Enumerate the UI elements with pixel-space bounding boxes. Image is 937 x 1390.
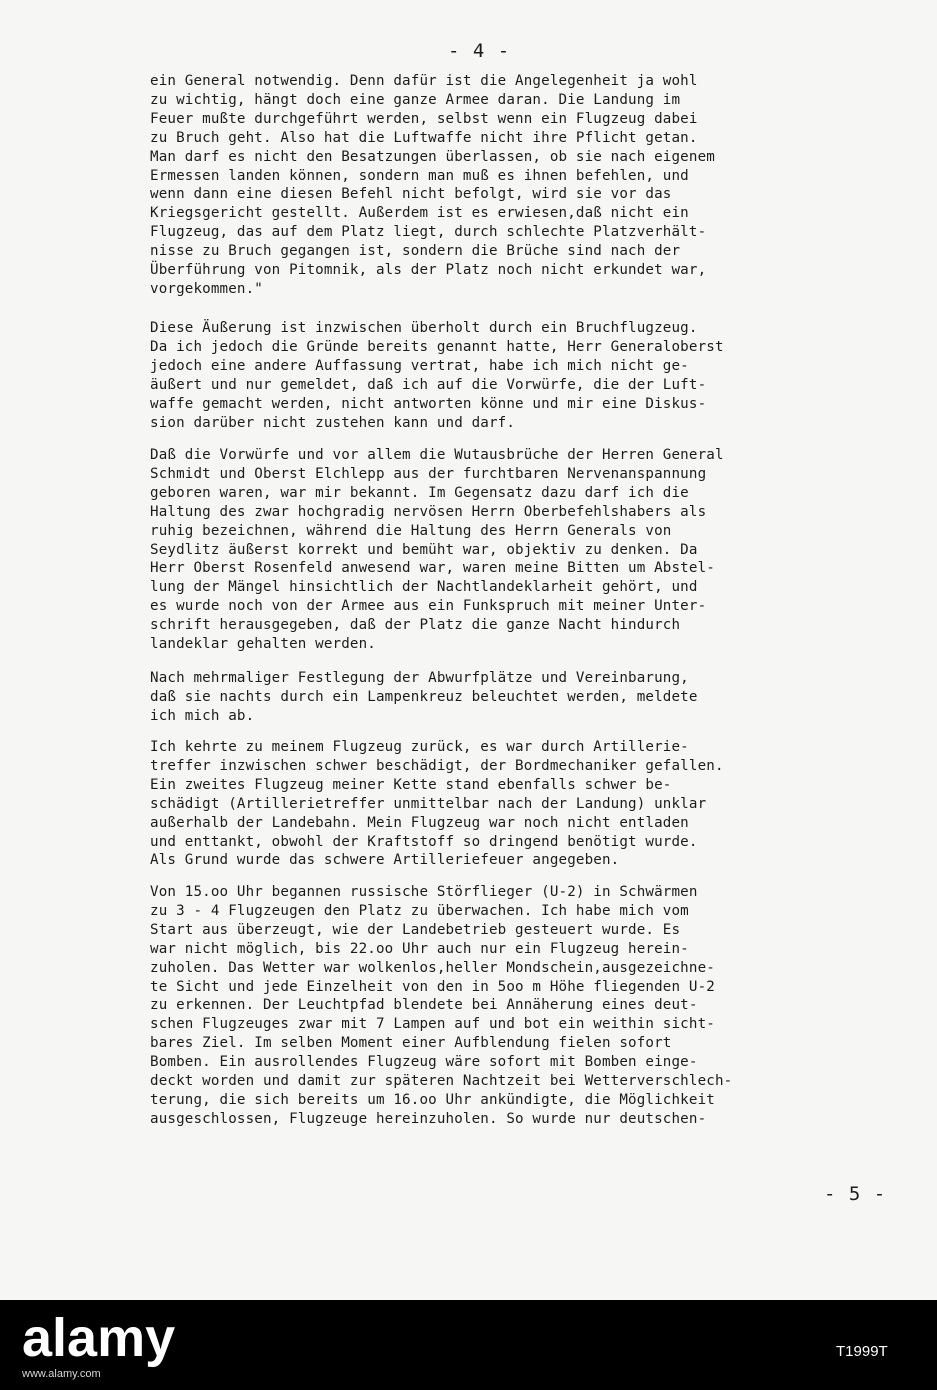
stock-url: www.alamy.com <box>22 1368 101 1380</box>
page-number: - 4 - <box>448 40 511 62</box>
paragraph-3: Daß die Vorwürfe und vor allem die Wutausbrüche der Herren General Schmidt und Oberst Elchlepp aus der furchtbaren Nervenanspannung geboren waren, war mir bekannt. Im Gegensatz dazu darf ich die Haltung des zwar hochgradig nervösen Herrn Oberbefehlshabers als ruhig bezeichnen, während die Haltung des Herrn Generals von Seydlitz äußerst korrekt und bemüht war, objektiv zu denken. Da Herr Oberst Rosenfeld anwesend war, waren meine Bitten um Abstel- lung der Mängel hinsichtlich der Nachtlandeklarheit gehört, und es wurde noch von der Armee aus ein Funkspruch mit meiner Unter- schrift herausgegeben, daß der Platz die ganze Nacht hindurch landeklar gehalten werden. <box>150 447 724 653</box>
image-id: T1999T <box>836 1343 888 1360</box>
alamy-logo <box>22 1310 287 1368</box>
logo-text: alamy <box>22 1310 176 1368</box>
paragraph-2: Diese Äußerung ist inzwischen überholt durch ein Bruchflugzeug. Da ich jedoch die Gründe bereits genannt hatte, Herr Generaloberst jedoch eine andere Auffassung vertrat, habe ich mich nicht ge- äußert und nur gemeldet, daß ich auf die Vorwürfe, die der Luft- waffe gemacht werden, nicht antworten könne und mir eine Diskus- sion darüber nicht zustehen kann und darf. <box>150 320 724 431</box>
paragraph-5: Ich kehrte zu meinem Flugzeug zurück, es war durch Artillerie- treffer inzwischen schwer beschädigt, der Bordmechaniker gefallen. Ein zweites Flugzeug meiner Kette stand ebenfalls schwer be- schädigt (Artillerietreffer unmittelbar nach der Landung) unklar außerhalb der Landebahn. Mein Flugzeug war noch nicht entladen und enttankt, obwohl der Kraftstoff so dringend benötigt wurde. Als Grund wurde das schwere Artilleriefeuer angegeben. <box>150 739 724 869</box>
paragraph-1: ein General notwendig. Denn dafür ist die Angelegenheit ja wohl zu wichtig, hängt doch eine ganze Armee daran. Die Landung im Feuer mußte durchgeführt werden, selbst wenn ein Flugzeug dabei zu Bruch geht. Also hat die Luftwaffe nicht ihre Pflicht getan. Man darf es nicht den Besatzungen überlassen, ob sie nach eigenem Ermessen landen können, sondern man muß es ihnen befehlen, und wenn dann eine diesen Befehl nicht befolgt, wird sie vor das Kriegsgericht gestellt. Außerdem ist es erwiesen,daß nicht ein Flugzeug, das auf dem Platz liegt, durch schlechte Platzverhält- nisse zu Bruch gegangen ist, sondern die Brüche sind nach der Überführung von Pitomnik, als der Platz noch nicht erkundet war, vorgekommen." <box>150 73 715 297</box>
paragraph-6: Von 15.oo Uhr begannen russische Störflieger (U-2) in Schwärmen zu 3 - 4 Flugzeugen den Platz zu überwachen. Ich habe mich vom Start aus überzeugt, wie der Landebetrieb gesteuert wurde. Es war nicht möglich, bis 22.oo Uhr auch nur ein Flugzeug herein- zuholen. Das Wetter war wolkenlos,heller Mondschein,ausgezeichne- te Sicht und jede Einzelheit von den in 5oo m Höhe fliegenden U-2 zu erkennen. Der Leuchtpfad blendete bei Annäherung eines deut- schen Flugzeuges zwar mit 7 Lampen auf und bot ein weithin sicht- bares Ziel. Im selben Moment einer Aufblendung fielen sofort Bomben. Ein ausrollendes Flugzeug wäre sofort mit Bomben einge- deckt worden und damit zur späteren Nachtzeit bei Wetterverschlech- terung, die sich bereits um 16.oo Uhr ankündigte, die Möglichkeit ausgeschlossen, Flugzeuge hereinzuholen. So wurde nur deutschen- <box>150 884 733 1127</box>
paragraph-4: Nach mehrmaliger Festlegung der Abwurfplätze und Vereinbarung, daß sie nachts durch ein Lampenkreuz beleuchtet werden, meldete ich mich ab. <box>150 670 698 724</box>
next-page-marker: - 5 - <box>824 1183 887 1205</box>
